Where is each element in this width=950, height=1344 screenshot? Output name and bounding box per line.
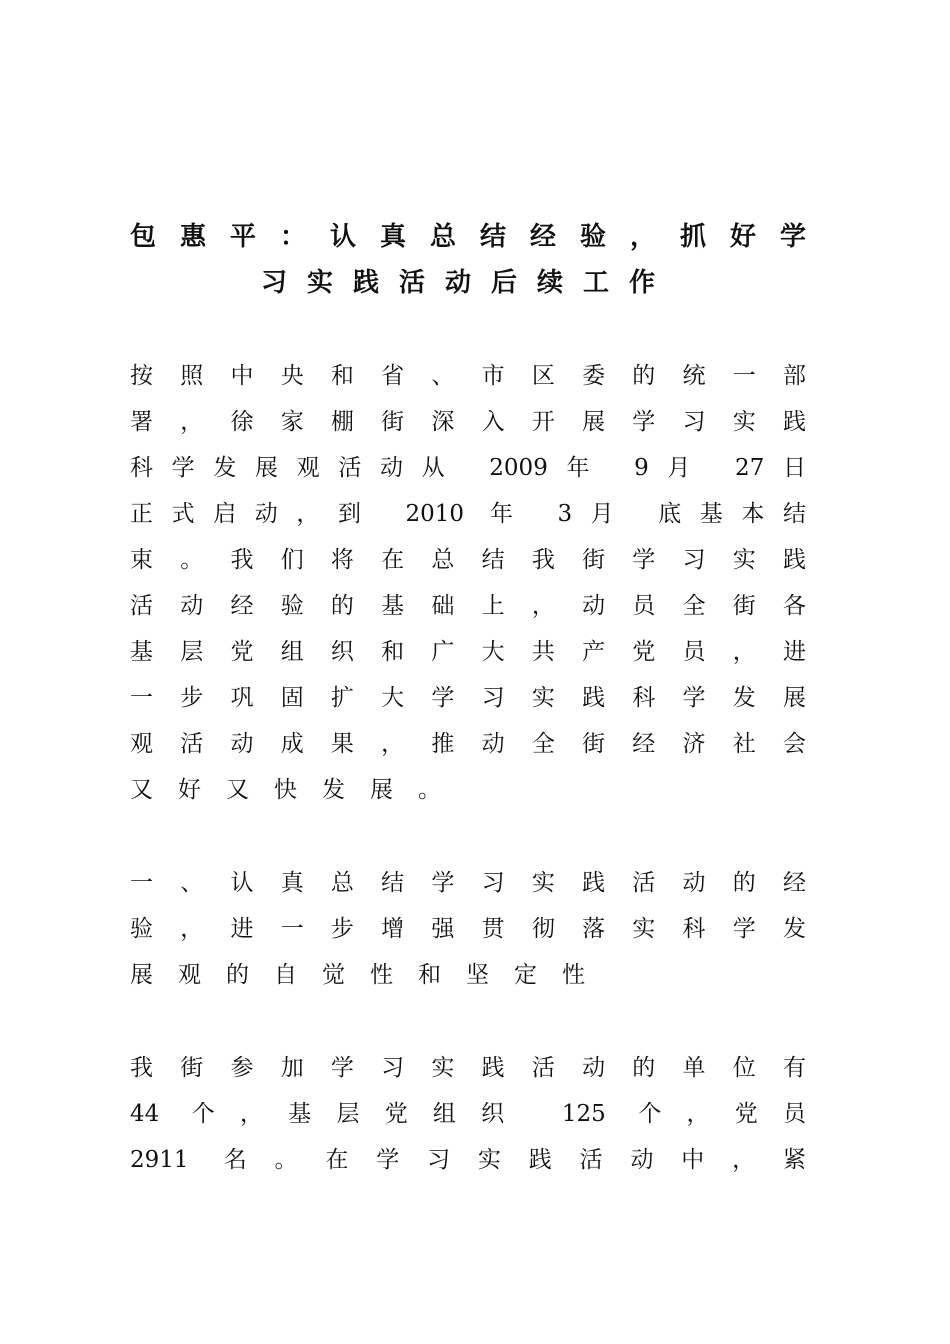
paragraph-line: 观活动成果，推动全街经济社会 bbox=[130, 731, 806, 757]
paragraph-line: 正式启动，到 2010 年 3月 底基本结 bbox=[130, 501, 806, 527]
document-title-line-1: 包惠平：认真总结经验，抓好学 bbox=[130, 222, 806, 252]
paragraph-line: 2911 名。在学习实践活动中，紧 bbox=[130, 1147, 806, 1173]
paragraph-line: 一步巩固扩大学习实践科学发展 bbox=[130, 685, 806, 711]
heading-line: 展观的自觉性和坚定性 bbox=[130, 962, 610, 988]
document-title-line-2: 习实践活动后续工作 bbox=[260, 268, 675, 298]
heading-line: 验，进一步增强贯彻落实科学发 bbox=[130, 916, 806, 942]
paragraph-line: 活动经验的基础上，动员全街各 bbox=[130, 593, 806, 619]
paragraph-line: 束。我们将在总结我街学习实践 bbox=[130, 547, 806, 573]
paragraph-line: 按照中央和省、市区委的统一部 bbox=[130, 363, 806, 389]
paragraph-line: 又好又快发展。 bbox=[130, 777, 466, 803]
heading-line: 一、认真总结学习实践活动的经 bbox=[130, 870, 806, 896]
paragraph-line: 44 个，基层党组织 125 个，党员 bbox=[130, 1101, 806, 1127]
paragraph-line: 我街参加学习实践活动的单位有 bbox=[130, 1055, 806, 1081]
paragraph-line: 科学发展观活动从 2009年 9月 27日 bbox=[130, 455, 806, 481]
paragraph-line: 署，徐家棚街深入开展学习实践 bbox=[130, 409, 806, 435]
paragraph-line: 基层党组织和广大共产党员，进 bbox=[130, 639, 806, 665]
